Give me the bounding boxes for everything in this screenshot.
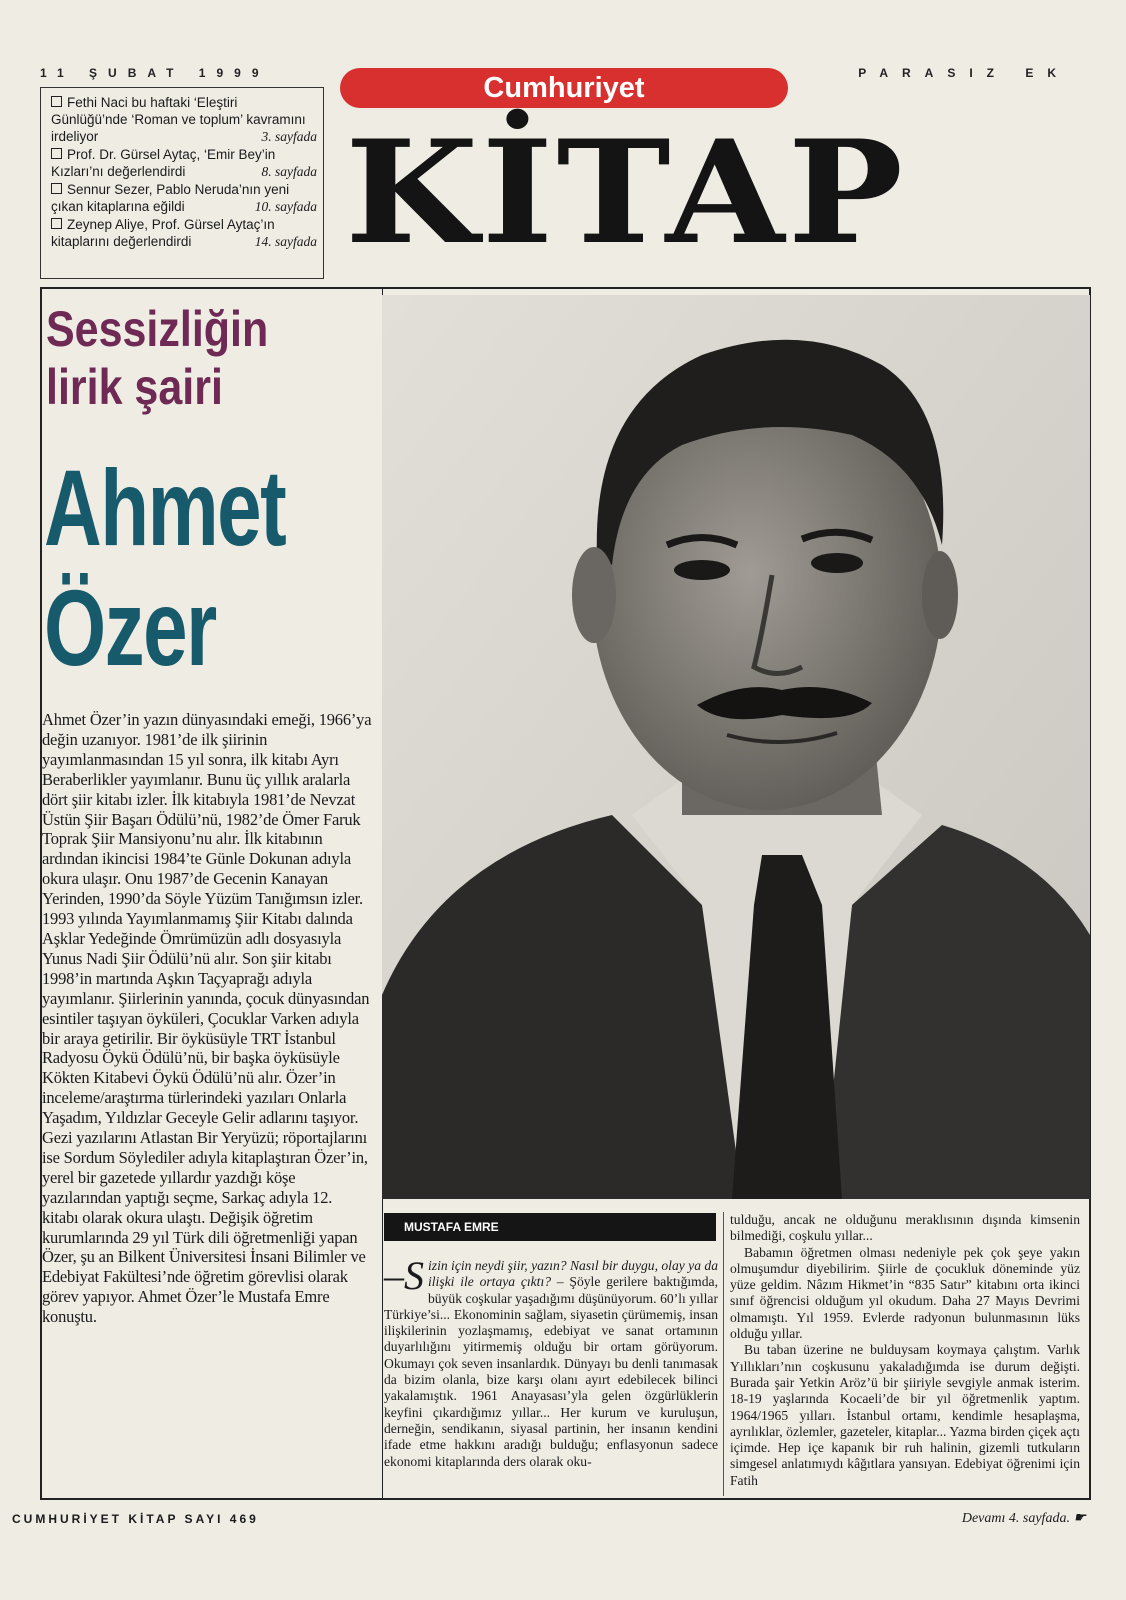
contents-item[interactable] [51,94,317,145]
article-column-divider [723,1212,724,1496]
headline-name-first: Ahmet [44,447,286,568]
contents-item-page: 3. sayfada [261,129,317,144]
contents-item-text: Sennur Sezer, Pablo Neruda’nın yeni çıkan kitaplarına eğildi [51,182,290,214]
article-column-2 [730,1212,1080,1489]
headline-name-last: Özer [44,567,216,688]
free-supplement-label: PARASIZ EK [858,66,1070,80]
footer-issue: CUMHURİYET KİTAP SAYI 469 [12,1512,259,1526]
issue-date: 11 ŞUBAT 1999 [40,66,270,80]
contents-item[interactable] [51,216,317,250]
footer-continued[interactable]: Devamı 4. sayfada. ☛ [961,1511,1086,1526]
checkbox-icon [51,148,62,159]
checkbox-icon [51,96,62,107]
interview-question: izin için neydi şiir, yazın? Nasıl bir duygu, olay ya da ilişki ile ortaya çıktı? [428,1258,718,1290]
frame-bottom-rule [40,1498,1091,1500]
byline-bar: MUSTAFA EMRE [384,1213,716,1241]
article-paragraph: Babamın öğretmen olması nedeniyle pek çok şeye yakın olmuşumdur diyebilirim. Şiirle de çocukluk döneminde yüz yüze geldim. Nâzım Hikmet’in “835 Satır” kitabını orta ikinci sınıf öğrencisi olduğum yıl okudum. Daha 27 Mayıs Devrimi olmamıştı. Yıl 1959. Evlerde radyonun bulunmasının lüks olduğu yıllar. [730,1244,1080,1342]
headline-name [44,448,296,688]
checkbox-icon [51,183,62,194]
question-dropcap: –S [384,1253,424,1298]
frame-top-rule [40,287,1091,289]
contents-item[interactable] [51,181,317,215]
contents-item-page: 8. sayfada [261,164,317,179]
contents-item[interactable] [51,146,317,180]
brand-logo: Cumhuriyet [340,68,788,108]
article-paragraph: Bu taban üzerine ne bulduysam koymaya çalıştım. Varlık Yıllıkları’nın coşkusunu yakaladığımda ise durum değişti. Burada şair Yetkin Aröz’ü bir şiiriyle sevgiyle anmak isterim. 18-19 yaşlarında Kocaeli’de bir yıl öğretmenlik yaptım. 1964/1965 yılları. İstanbul ortamı, kendimle hesaplaşma, ayrılıklar, özlemler, gazeteler, kitaplar... Yazma birden çiçek açtı içimde. Hep içe kapanık bir ruh halinin, gizemli tutkuların simgesel anlatımıydı kâğıtlara yansıyan. Edebiyat öğrenimi için Fatih [730,1342,1080,1488]
article-column-1 [384,1253,718,1470]
portrait-illustration [382,295,1090,1199]
contents-item-page: 10. sayfada [254,199,317,214]
portrait-photo [382,295,1090,1199]
contents-item-text: Prof. Dr. Gürsel Aytaç, ‘Emir Bey’in Kızları’nı değerlendirdi [51,147,276,179]
contents-item-text: Fethi Naci bu haftaki ‘Eleştiri Günlüğü’nde ‘Roman ve toplum’ kavramını irdeliyor [51,95,306,144]
interview-answer: – Şöyle gerilere baktığımda, büyük coşkular yaşadığımı düşünüyorum. 60’lı yıllar Türkiye’si... Ekonominin sağlam, siyasetin çürümemiş, insan ilişkilerinin yozlaşmamış, edebiyat ve sanat ortamının duyarlılığını yitirmemiş olduğu bir ortam görüyorum. Okumayı çok seven insanlardık. Dünyayı bu denli tanımasak da bizim olanla, bize karşı olanı ayırt edebilecek bilinci yakalamıştık. 1961 Anayasası’yla gelen özgürlüklerin keyfini çıkardığımız yıllar... Her kurum ve kuruluşun, derneğin, sendikanın, siyasal partinin, her insanın kendini ifade etme hakkını aradığı bulduğu; enflasyonun sadece ekonomi kitaplarında ders olarak oku- [384,1274,718,1469]
headline-kicker: Sessizliğin lirik şairi [46,301,269,415]
contents-item-page: 14. sayfada [254,234,317,249]
article-paragraph: tulduğu, ancak ne olduğunu meraklısının dışında kimsenin bilmediği, coşkulu yıllar... [730,1212,1080,1244]
masthead-title: KİTAP [345,110,907,276]
contents-box [40,87,324,279]
intro-paragraph: Ahmet Özer’in yazın dünyasındaki emeği, 1966’ya değin uzanıyor. 1981’de ilk şiirinin yayımlanmasından 15 yıl sonra, ilk kitabı Ayrı Beraberlikler yayımlanır. Bunu üç yıllık aralarla dört şiir kitabı izler. İlk kitabıyla 1981’de Nevzat Üstün Şiir Başarı Ödülü’nü, 1982’de Ömer Faruk Toprak Şiir Mansiyonu’nu alır. İlk kitabının ardından ikincisi 1984’te Günle Dokunan adıyla okura ulaşır. Onu 1987’de Gecenin Kanayan Yerinden, 1990’da Söyle Yüzüm Tanığımsın izler. 1993 yılında Yayımlanmamış Şiir Kitabı dalında Aşklar Yedeğinde Ömrümüzün adlı dosyasıyla Yunus Nadi Şiir Ödülü’nü alır. Son şiir kitabı 1998’in martında Aşkın Taçyaprağı adıyla yayımlanır. Şiirlerinin yanında, çocuk dünyasından esintiler taşıyan öyküleri, Çocuklar Varken adıyla bir araya getirilir. Bir öyküsüyle TRT İstanbul Radyosu Öykü Ödülü’nü, bir başka öyküsüyle Kökten Kitabevi Öykü Ödülü’nü alır. Özer’in inceleme/araştırma türlerindeki yazıları Onlarla Yaşadım, Yıldızlar Geceyle Gelir adlarını taşıyor. Gezi yazılarını Atlastan Bir Yeryüzü; röportajlarını ise Sordum Söylediler adıyla kitaplaştıran Özer’in, yerel bir gazetede yıllardır yazdığı köşe yazılarından yaptığı seçme, Sarkaç adıyla 12. kitabı olarak okura ulaştı. Değişik öğretim kurumlarında 29 yıl Türk dili öğretmenliği yapan Özer, şu an Bilkent Üniversitesi İnsani Bilimler ve Edebiyat Fakültesi’nde öğretim görevlisi olarak görev yapıyor. Ahmet Özer’le Mustafa Emre konuştu. [42,710,372,1327]
contents-item-text: Zeynep Aliye, Prof. Gürsel Aytaç’ın kitaplarını değerlendirdi [51,217,275,249]
checkbox-icon [51,218,62,229]
